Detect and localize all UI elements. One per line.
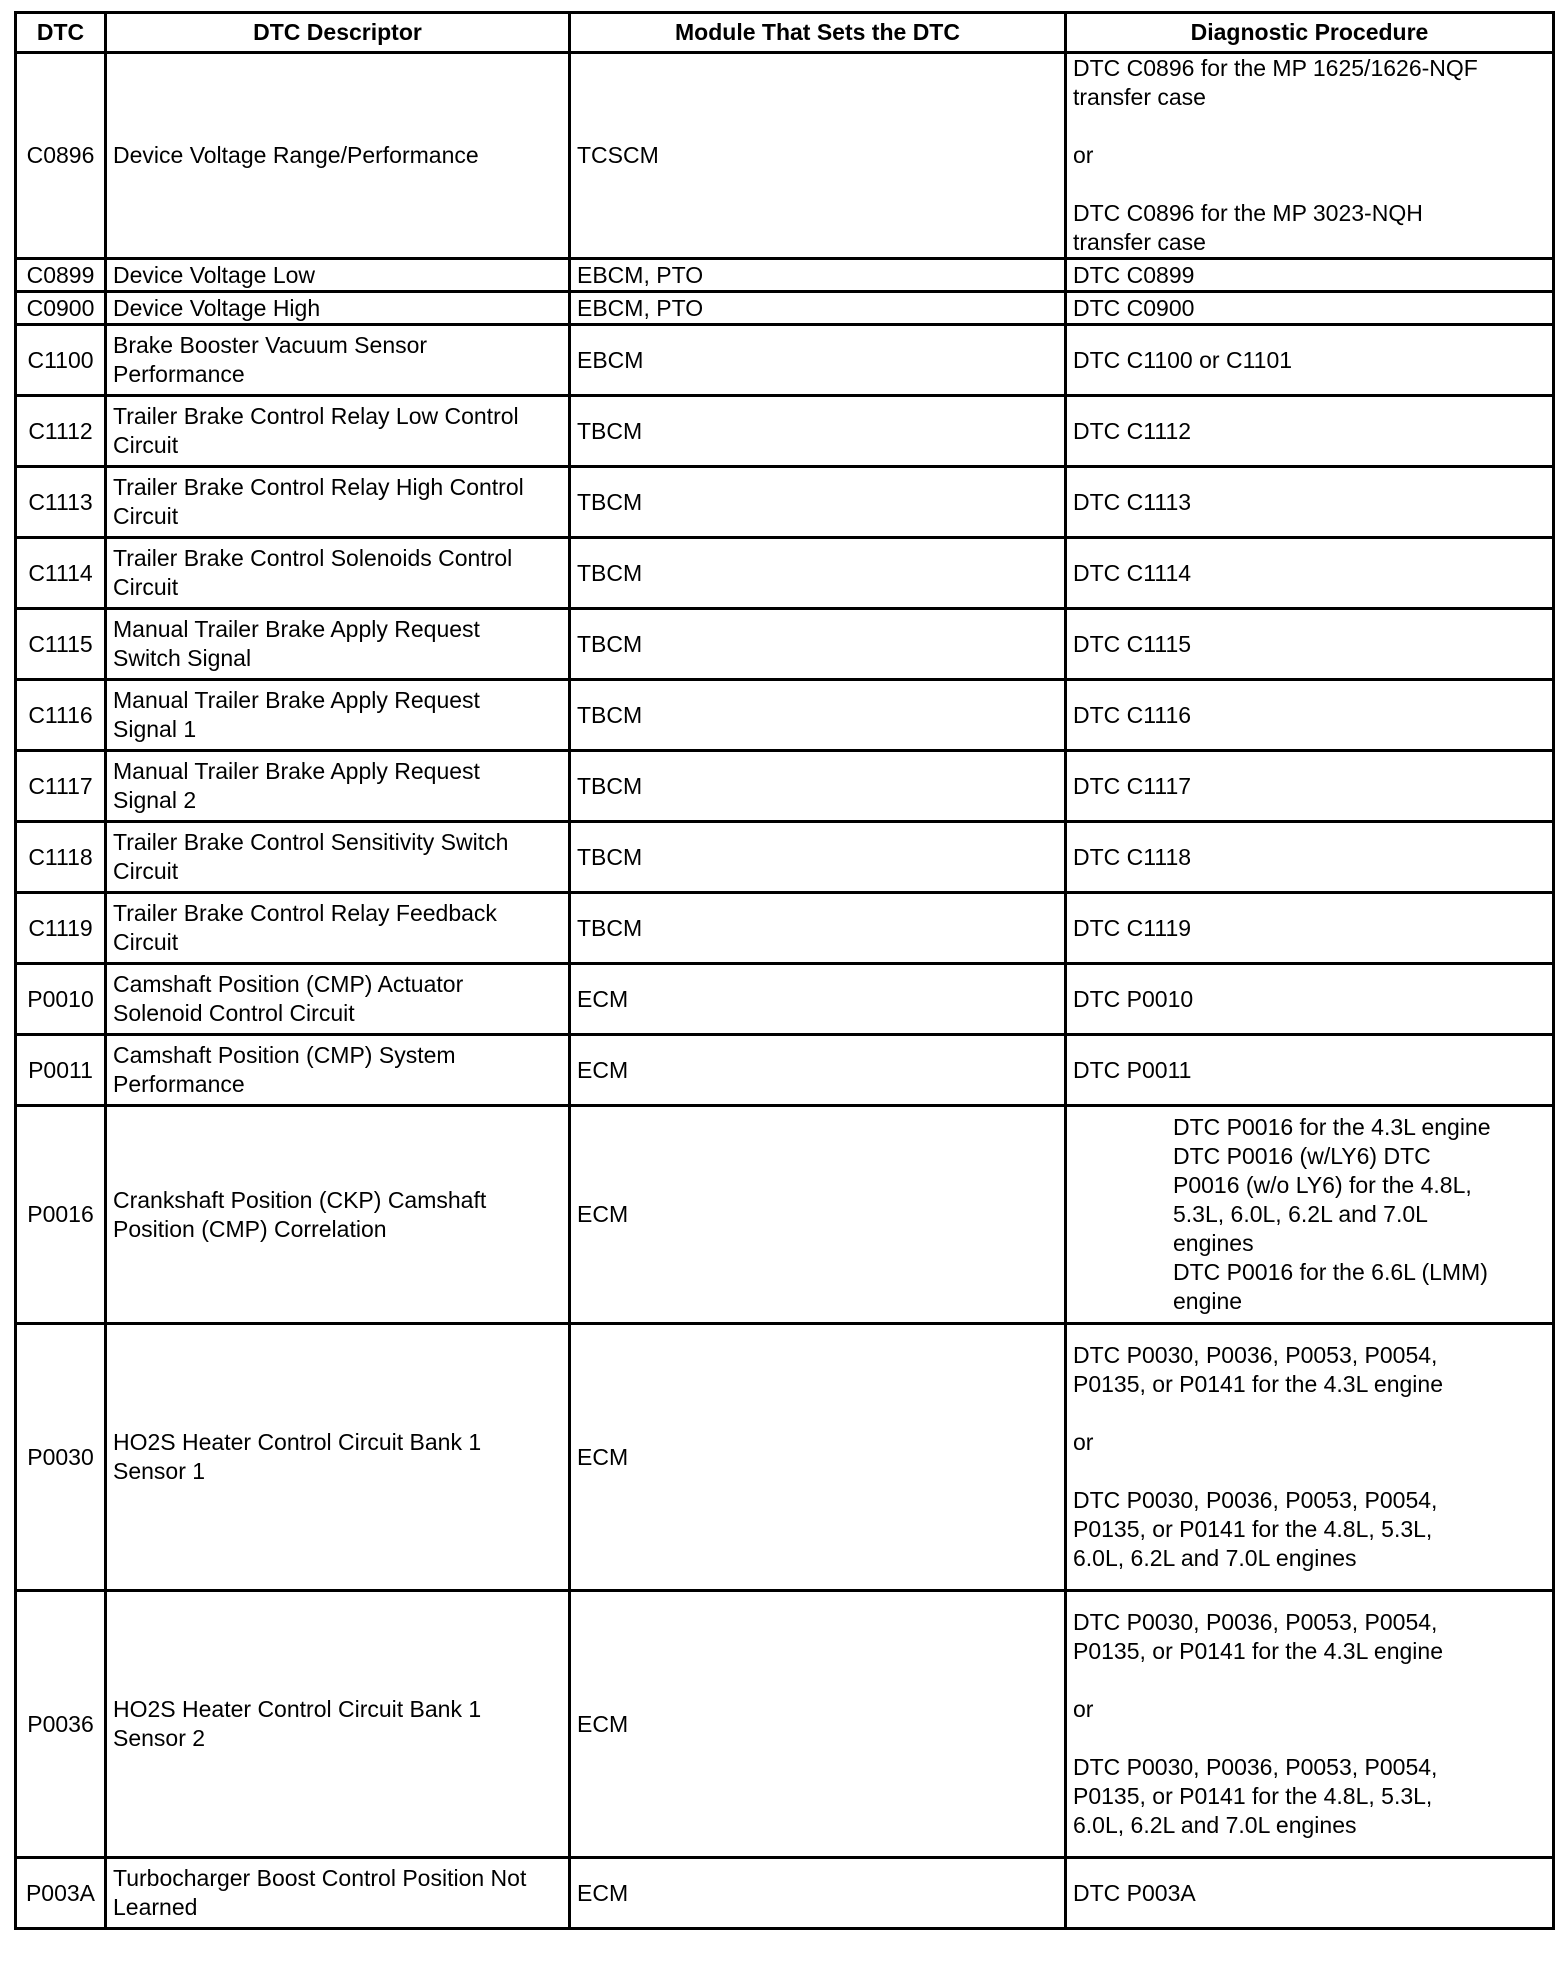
dtc-module: ECM: [570, 1858, 1066, 1929]
dtc-module: TBCM: [570, 751, 1066, 822]
table-row: [16, 680, 1554, 751]
dtc-procedure: DTC C1100 or C1101: [1066, 325, 1554, 396]
dtc-module: TBCM: [570, 467, 1066, 538]
dtc-module: EBCM, PTO: [570, 292, 1066, 325]
dtc-descriptor: Trailer Brake Control Solenoids Control Circuit: [106, 538, 570, 609]
dtc-code: C1114: [16, 538, 106, 609]
dtc-code: C0900: [16, 292, 106, 325]
dtc-module: ECM: [570, 1106, 1066, 1324]
dtc-descriptor: Camshaft Position (CMP) Actuator Solenoid Control Circuit: [106, 964, 570, 1035]
dtc-descriptor: Device Voltage Range/Performance: [106, 53, 570, 259]
dtc-descriptor: HO2S Heater Control Circuit Bank 1 Sensor 1: [106, 1324, 570, 1591]
header-descriptor: DTC Descriptor: [106, 13, 570, 53]
table-row: [16, 292, 1554, 325]
dtc-procedure: DTC P0030, P0036, P0053, P0054, P0135, or P0141 for the 4.3L engine or DTC P0030, P0036, P0053, P0054, P0135, or P0141 for the 4.8L, 5.3L, 6.0L, 6.2L and 7.0L engines: [1066, 1324, 1554, 1591]
dtc-descriptor: Trailer Brake Control Relay High Control Circuit: [106, 467, 570, 538]
table-body: [16, 53, 1554, 1929]
table-row: [16, 1324, 1554, 1591]
dtc-code: P003A: [16, 1858, 106, 1929]
table-row: [16, 822, 1554, 893]
dtc-descriptor: Manual Trailer Brake Apply Request Switch Signal: [106, 609, 570, 680]
dtc-procedure: DTC P003A: [1066, 1858, 1554, 1929]
dtc-procedure: DTC P0011: [1066, 1035, 1554, 1106]
dtc-code: C0899: [16, 259, 106, 292]
dtc-code: P0036: [16, 1591, 106, 1858]
dtc-code: P0016: [16, 1106, 106, 1324]
dtc-descriptor: Camshaft Position (CMP) System Performance: [106, 1035, 570, 1106]
table-row: [16, 325, 1554, 396]
dtc-code: C1116: [16, 680, 106, 751]
dtc-module: TBCM: [570, 822, 1066, 893]
dtc-table: [14, 11, 1555, 1930]
dtc-descriptor: Device Voltage Low: [106, 259, 570, 292]
dtc-code: C1118: [16, 822, 106, 893]
dtc-procedure: DTC C1113: [1066, 467, 1554, 538]
dtc-descriptor: Device Voltage High: [106, 292, 570, 325]
dtc-module: ECM: [570, 964, 1066, 1035]
dtc-procedure: DTC C1119: [1066, 893, 1554, 964]
table-row: [16, 893, 1554, 964]
table-row: [16, 751, 1554, 822]
dtc-descriptor: Crankshaft Position (CKP) Camshaft Position (CMP) Correlation: [106, 1106, 570, 1324]
dtc-procedure: DTC P0016 for the 4.3L engine DTC P0016 (w/LY6) DTC P0016 (w/o LY6) for the 4.8L, 5.3L, 6.0L, 6.2L and 7.0L engines DTC P0016 for the 6.6L (LMM) engine: [1066, 1106, 1554, 1324]
dtc-code: C1113: [16, 467, 106, 538]
dtc-code: C1119: [16, 893, 106, 964]
table-row: [16, 964, 1554, 1035]
table-row: [16, 538, 1554, 609]
dtc-procedure: DTC C1115: [1066, 609, 1554, 680]
dtc-module: TBCM: [570, 538, 1066, 609]
header-module: Module That Sets the DTC: [570, 13, 1066, 53]
table-row: [16, 259, 1554, 292]
dtc-code: C1100: [16, 325, 106, 396]
table-row: [16, 1035, 1554, 1106]
dtc-module: ECM: [570, 1591, 1066, 1858]
header-procedure: Diagnostic Procedure: [1066, 13, 1554, 53]
dtc-module: EBCM, PTO: [570, 259, 1066, 292]
dtc-module: ECM: [570, 1035, 1066, 1106]
dtc-module: TBCM: [570, 609, 1066, 680]
table-header: [16, 13, 1554, 53]
dtc-procedure: DTC C1114: [1066, 538, 1554, 609]
dtc-module: TBCM: [570, 680, 1066, 751]
dtc-procedure: DTC C1116: [1066, 680, 1554, 751]
dtc-procedure: DTC C0896 for the MP 1625/1626-NQF transfer case or DTC C0896 for the MP 3023-NQH transfer case: [1066, 53, 1554, 259]
dtc-procedure: DTC C0900: [1066, 292, 1554, 325]
dtc-code: P0011: [16, 1035, 106, 1106]
table-row: [16, 1858, 1554, 1929]
dtc-procedure: DTC P0030, P0036, P0053, P0054, P0135, or P0141 for the 4.3L engine or DTC P0030, P0036, P0053, P0054, P0135, or P0141 for the 4.8L, 5.3L, 6.0L, 6.2L and 7.0L engines: [1066, 1591, 1554, 1858]
table-row: [16, 53, 1554, 259]
dtc-code: P0030: [16, 1324, 106, 1591]
dtc-descriptor: Manual Trailer Brake Apply Request Signal 1: [106, 680, 570, 751]
dtc-module: EBCM: [570, 325, 1066, 396]
dtc-code: C1112: [16, 396, 106, 467]
dtc-descriptor: Manual Trailer Brake Apply Request Signal 2: [106, 751, 570, 822]
dtc-procedure: DTC C0899: [1066, 259, 1554, 292]
dtc-descriptor: Trailer Brake Control Relay Feedback Circuit: [106, 893, 570, 964]
dtc-descriptor: HO2S Heater Control Circuit Bank 1 Sensor 2: [106, 1591, 570, 1858]
dtc-code: P0010: [16, 964, 106, 1035]
dtc-descriptor: Brake Booster Vacuum Sensor Performance: [106, 325, 570, 396]
dtc-module: TBCM: [570, 396, 1066, 467]
table-row: [16, 609, 1554, 680]
dtc-procedure: DTC C1118: [1066, 822, 1554, 893]
dtc-code: C1117: [16, 751, 106, 822]
dtc-descriptor: Trailer Brake Control Sensitivity Switch Circuit: [106, 822, 570, 893]
table-row: [16, 467, 1554, 538]
dtc-procedure: DTC P0010: [1066, 964, 1554, 1035]
table-row: [16, 1106, 1554, 1324]
header-dtc: DTC: [16, 13, 106, 53]
dtc-module: ECM: [570, 1324, 1066, 1591]
dtc-module: TBCM: [570, 893, 1066, 964]
dtc-procedure: DTC C1112: [1066, 396, 1554, 467]
dtc-descriptor: Trailer Brake Control Relay Low Control Circuit: [106, 396, 570, 467]
dtc-module: TCSCM: [570, 53, 1066, 259]
dtc-descriptor: Turbocharger Boost Control Position Not Learned: [106, 1858, 570, 1929]
dtc-procedure: DTC C1117: [1066, 751, 1554, 822]
table-row: [16, 396, 1554, 467]
dtc-code: C1115: [16, 609, 106, 680]
dtc-code: C0896: [16, 53, 106, 259]
table-row: [16, 1591, 1554, 1858]
